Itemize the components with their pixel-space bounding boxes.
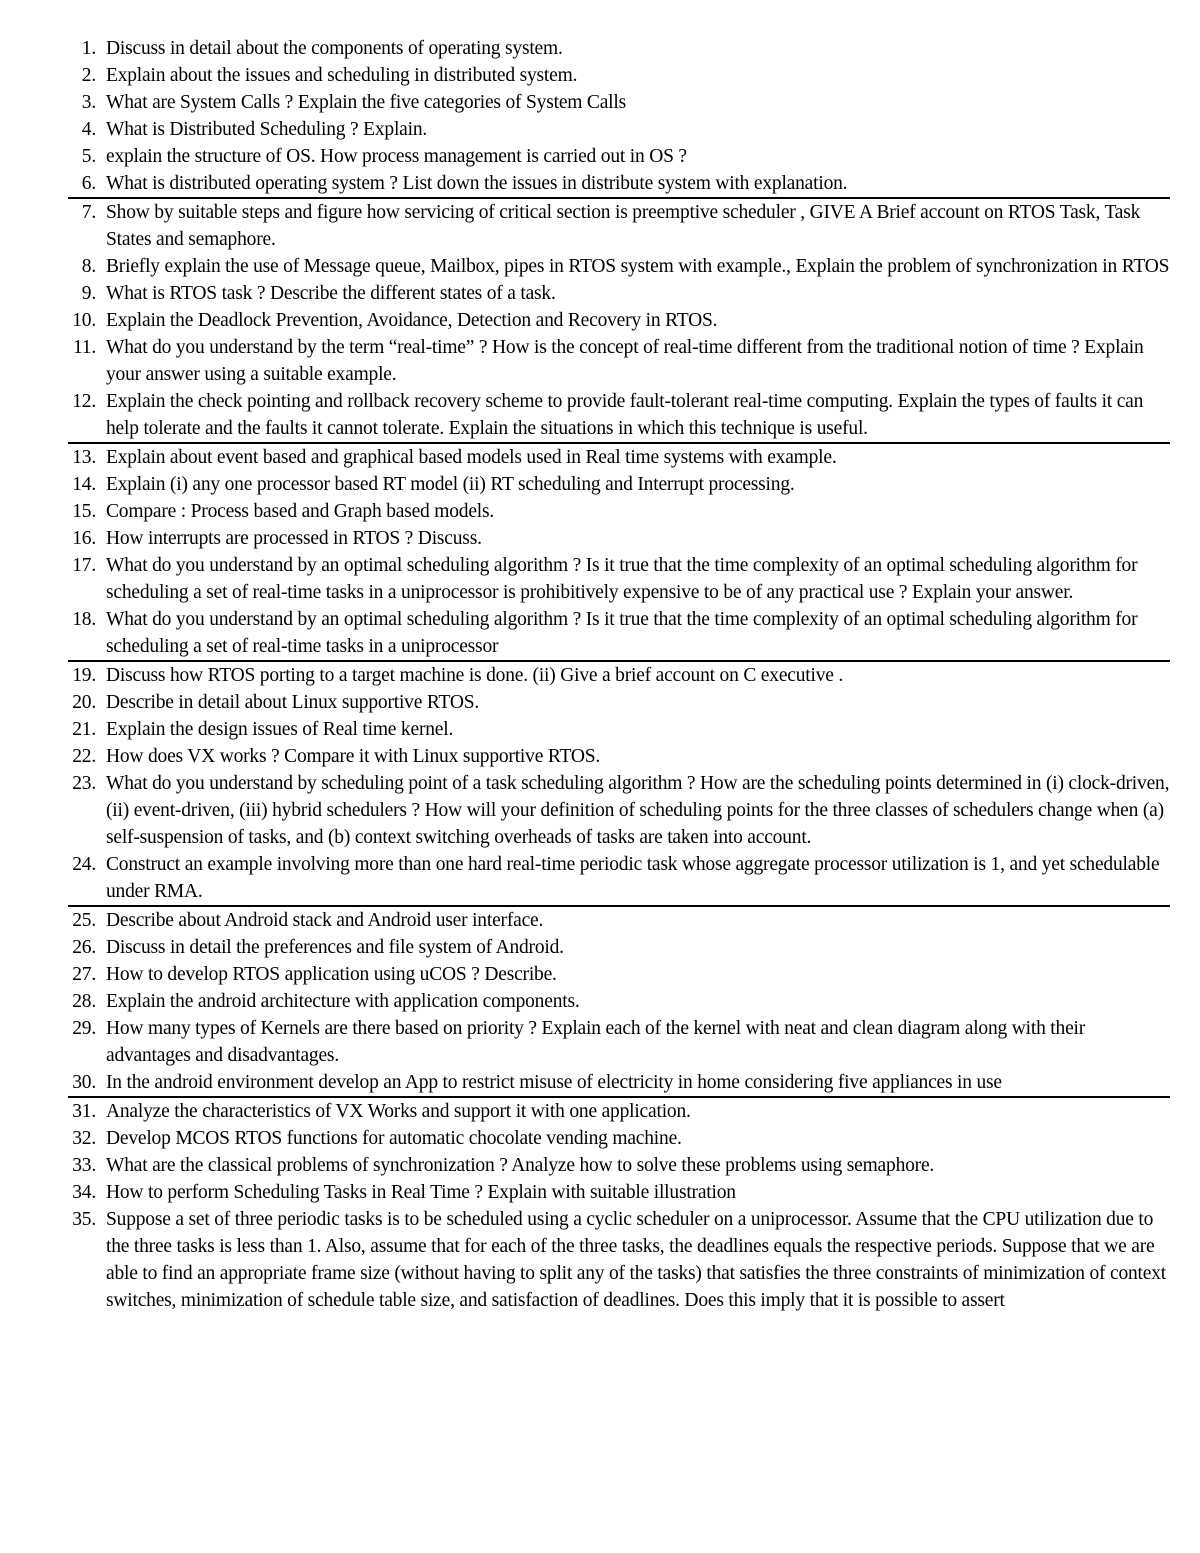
question-item — [68, 907, 1170, 934]
question-number: 23. — [72, 773, 96, 794]
question-text: Discuss in detail about the components of operating system. — [106, 38, 563, 59]
question-section-1 — [68, 35, 1170, 199]
question-text: Describe in detail about Linux supportive RTOS. — [106, 692, 480, 713]
question-item — [68, 934, 1170, 961]
question-text: How to perform Scheduling Tasks in Real Time ? Explain with suitable illustration — [106, 1182, 736, 1203]
question-list — [0, 35, 1170, 1314]
question-number: 4. — [81, 119, 96, 140]
question-item — [68, 1179, 1170, 1206]
question-text: Explain about event based and graphical based models used in Real time systems with example. — [106, 447, 837, 468]
question-item — [68, 716, 1170, 743]
question-text: Describe about Android stack and Android user interface. — [106, 910, 544, 931]
question-item — [68, 280, 1170, 307]
question-number: 32. — [72, 1128, 96, 1149]
question-text: Analyze the characteristics of VX Works and support it with one application. — [106, 1101, 691, 1122]
question-text: How interrupts are processed in RTOS ? Discuss. — [106, 528, 482, 549]
question-item — [68, 662, 1170, 689]
question-number: 22. — [72, 746, 96, 767]
question-item — [68, 253, 1170, 280]
question-number: 15. — [72, 501, 96, 522]
question-text: What is Distributed Scheduling ? Explain. — [106, 119, 428, 140]
question-number: 14. — [72, 474, 96, 495]
question-number: 17. — [72, 555, 96, 576]
question-item — [68, 1206, 1170, 1314]
question-text: What do you understand by scheduling point of a task scheduling algorithm ? How are the scheduling points determined in (i) clock-driven, (ii) event-driven, (iii) hybrid schedulers ? How will your definition of scheduling points for the three classes of schedulers change when (a) self-suspension of tasks, and (b) context switching overheads of tasks are taken into account. — [106, 773, 1170, 848]
question-number: 7. — [81, 202, 96, 223]
question-number: 10. — [72, 310, 96, 331]
question-text: What do you understand by the term “real-time” ? How is the concept of real-time different from the traditional notion of time ? Explain your answer using a suitable example. — [106, 337, 1144, 385]
question-item — [68, 525, 1170, 552]
question-number: 24. — [72, 854, 96, 875]
question-number: 12. — [72, 391, 96, 412]
question-text: What do you understand by an optimal scheduling algorithm ? Is it true that the time complexity of an optimal scheduling algorithm for scheduling a set of real-time tasks in a uniprocessor is prohibitively expensive to be of any practical use ? Explain your answer. — [106, 555, 1138, 603]
question-number: 25. — [72, 910, 96, 931]
question-number: 30. — [72, 1072, 96, 1093]
question-number: 6. — [81, 173, 96, 194]
question-number: 34. — [72, 1182, 96, 1203]
question-item — [68, 552, 1170, 606]
question-item — [68, 1069, 1170, 1096]
question-text: Develop MCOS RTOS functions for automatic chocolate vending machine. — [106, 1128, 682, 1149]
question-text: Explain (i) any one processor based RT model (ii) RT scheduling and Interrupt processing. — [106, 474, 795, 495]
question-text: What are the classical problems of synchronization ? Analyze how to solve these problems using semaphore. — [106, 1155, 935, 1176]
question-text: Explain the design issues of Real time kernel. — [106, 719, 454, 740]
question-item — [68, 89, 1170, 116]
question-text: What are System Calls ? Explain the five categories of System Calls — [106, 92, 627, 113]
question-text: Explain about the issues and scheduling in distributed system. — [106, 65, 578, 86]
question-number: 2. — [81, 65, 96, 86]
question-item — [68, 199, 1170, 253]
question-number: 35. — [72, 1209, 96, 1230]
question-text: Suppose a set of three periodic tasks is to be scheduled using a cyclic scheduler on a uniprocessor. Assume that the CPU utilization due to the three tasks is less than 1. Also, assume that for each of the three tasks, the deadlines equals the respective periods. Suppose that we are able to find an appropriate frame size (without having to split any of the tasks) that satisfies the three constraints of minimization of context switches, minimization of schedule table size, and satisfaction of deadlines. Does this imply that it is possible to assert — [106, 1209, 1166, 1311]
question-number: 1. — [81, 38, 96, 59]
question-text: explain the structure of OS. How process management is carried out in OS ? — [106, 146, 687, 167]
question-number: 31. — [72, 1101, 96, 1122]
question-text: Explain the android architecture with application components. — [106, 991, 580, 1012]
question-number: 26. — [72, 937, 96, 958]
question-item — [68, 388, 1170, 442]
question-text: Explain the check pointing and rollback recovery scheme to provide fault-tolerant real-time computing. Explain the types of faults it can help tolerate and the faults it cannot tolerate. Explain the situations in which this technique is useful. — [106, 391, 1144, 439]
question-section-2 — [68, 199, 1170, 444]
question-number: 20. — [72, 692, 96, 713]
question-number: 11. — [72, 337, 96, 358]
question-item — [68, 1152, 1170, 1179]
question-number: 3. — [81, 92, 96, 113]
question-number: 19. — [72, 665, 96, 686]
question-text: In the android environment develop an App to restrict misuse of electricity in home considering five appliances in use — [106, 1072, 1002, 1093]
question-item — [68, 170, 1170, 197]
question-text: Discuss in detail the preferences and file system of Android. — [106, 937, 564, 958]
question-item — [68, 1015, 1170, 1069]
question-item — [68, 35, 1170, 62]
question-text: What is RTOS task ? Describe the different states of a task. — [106, 283, 556, 304]
question-section-3 — [68, 444, 1170, 662]
question-item — [68, 851, 1170, 905]
question-text: What do you understand by an optimal scheduling algorithm ? Is it true that the time complexity of an optimal scheduling algorithm for scheduling a set of real-time tasks in a uniprocessor — [106, 609, 1138, 657]
question-text: Construct an example involving more than one hard real-time periodic task whose aggregate processor utilization is 1, and yet schedulable under RMA. — [106, 854, 1160, 902]
question-text: Briefly explain the use of Message queue, Mailbox, pipes in RTOS system with example., Explain the problem of synchronization in RTOS — [106, 256, 1170, 277]
question-item — [68, 770, 1170, 851]
question-text: Compare : Process based and Graph based models. — [106, 501, 495, 522]
question-number: 16. — [72, 528, 96, 549]
question-number: 13. — [72, 447, 96, 468]
question-item — [68, 689, 1170, 716]
question-number: 5. — [81, 146, 96, 167]
question-text: How many types of Kernels are there based on priority ? Explain each of the kernel with neat and clean diagram along with their advantages and disadvantages. — [106, 1018, 1086, 1066]
question-text: Explain the Deadlock Prevention, Avoidance, Detection and Recovery in RTOS. — [106, 310, 718, 331]
question-number: 18. — [72, 609, 96, 630]
question-text: What is distributed operating system ? List down the issues in distribute system with explanation. — [106, 173, 848, 194]
question-item — [68, 471, 1170, 498]
question-item — [68, 743, 1170, 770]
question-item — [68, 143, 1170, 170]
question-number: 21. — [72, 719, 96, 740]
question-item — [68, 334, 1170, 388]
question-number: 8. — [81, 256, 96, 277]
question-item — [68, 116, 1170, 143]
question-number: 27. — [72, 964, 96, 985]
question-item — [68, 307, 1170, 334]
question-item — [68, 961, 1170, 988]
question-text: How to develop RTOS application using uCOS ? Describe. — [106, 964, 557, 985]
question-text: Discuss how RTOS porting to a target machine is done. (ii) Give a brief account on C executive . — [106, 665, 844, 686]
question-item — [68, 606, 1170, 660]
question-section-5 — [68, 907, 1170, 1098]
question-item — [68, 444, 1170, 471]
question-number: 29. — [72, 1018, 96, 1039]
question-item — [68, 62, 1170, 89]
question-section-4 — [68, 662, 1170, 907]
question-number: 33. — [72, 1155, 96, 1176]
question-item — [68, 1098, 1170, 1125]
question-text: Show by suitable steps and figure how servicing of critical section is preemptive scheduler , GIVE A Brief account on RTOS Task, Task States and semaphore. — [106, 202, 1141, 250]
question-text: How does VX works ? Compare it with Linux supportive RTOS. — [106, 746, 601, 767]
question-item — [68, 988, 1170, 1015]
question-number: 9. — [81, 283, 96, 304]
question-item — [68, 1125, 1170, 1152]
question-number: 28. — [72, 991, 96, 1012]
question-item — [68, 498, 1170, 525]
question-section-6 — [68, 1098, 1170, 1314]
